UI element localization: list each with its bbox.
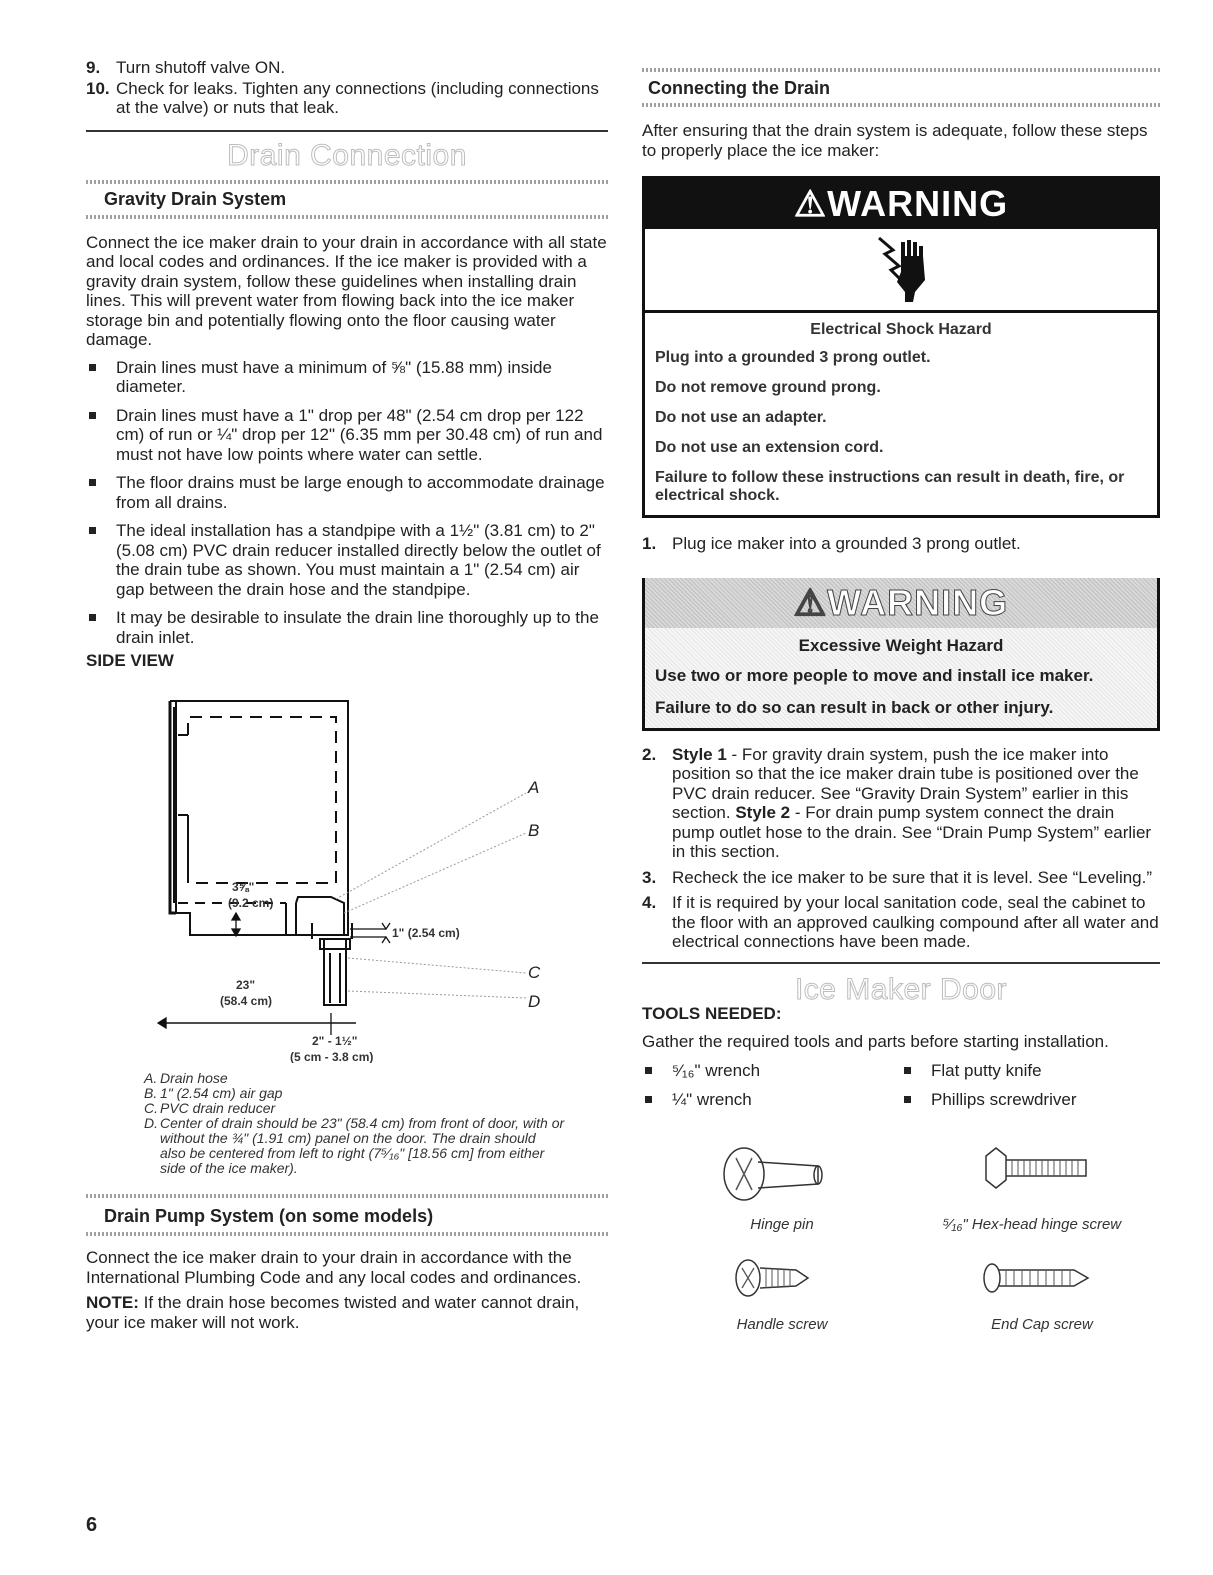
parts-illustrations bbox=[642, 1136, 1160, 1356]
left-column bbox=[86, 58, 608, 1338]
step-3 bbox=[642, 868, 1160, 888]
letter-b: B bbox=[528, 821, 540, 840]
section-title-drain-connection: Drain Connection bbox=[227, 138, 467, 172]
gravity-bullets bbox=[86, 358, 608, 648]
note-text: If the drain hose becomes twisted and water cannot drain, your ice maker will not work. bbox=[86, 1293, 580, 1332]
tools-needed-label: TOOLS NEEDED: bbox=[642, 1003, 782, 1023]
caption-b: B. 1" (2.54 cm) air gap bbox=[144, 1085, 283, 1101]
letter-a: A bbox=[528, 778, 540, 797]
side-view-label: SIDE VIEW bbox=[86, 651, 174, 670]
step-number: 4. bbox=[642, 893, 657, 912]
end-cap-screw-icon bbox=[982, 1260, 1092, 1296]
warning-body bbox=[645, 628, 1157, 728]
handle-screw-caption: Handle screw bbox=[736, 1316, 828, 1333]
tools-right bbox=[901, 1061, 1160, 1118]
step-number: 1. bbox=[642, 534, 657, 553]
warning-electrical bbox=[642, 176, 1160, 518]
step-number: 9. bbox=[86, 58, 101, 77]
warning-line: Do not use an extension cord. bbox=[655, 439, 884, 456]
letter-d: D bbox=[528, 992, 541, 1011]
right-column bbox=[642, 68, 1160, 1356]
pump-text: Connect the ice maker drain to your drain in accordance with the International Plumbing Code and any local codes and ordinances. bbox=[86, 1248, 582, 1287]
tools-left bbox=[642, 1061, 901, 1118]
step-text: If it is required by your local sanitation code, seal the cabinet to the floor with an approved caulking compound after all water and electrical connections have been made. bbox=[672, 893, 1159, 951]
connecting-drain-heading: Connecting the Drain bbox=[648, 78, 831, 98]
electric-shock-icon bbox=[871, 236, 931, 304]
caption-c: C. PVC drain reducer bbox=[144, 1100, 276, 1116]
step-10 bbox=[86, 79, 608, 118]
gravity-drain-heading: Gravity Drain System bbox=[104, 188, 287, 209]
warning-title: ⚠WARNING bbox=[645, 578, 1157, 628]
tools-intro: Gather the required tools and parts before starting installation. bbox=[642, 1031, 1109, 1051]
step-number: 3. bbox=[642, 867, 657, 887]
end-cap-screw-caption: End Cap screw bbox=[991, 1316, 1093, 1333]
dim-1-inch: 1" (2.54 cm) bbox=[392, 926, 460, 940]
dim-2-1-5: 2" - 1½" bbox=[312, 1034, 358, 1048]
hinge-pin-icon bbox=[722, 1144, 832, 1204]
divider bbox=[642, 103, 1160, 107]
divider bbox=[642, 68, 1160, 72]
list-item: Drain lines must have a 1" drop per 48" (2.54 cm drop per 122 cm) of run or ¼" drop per 12" (6.35 mm per 30.48 cm) of run and must not have low points where water can settle. bbox=[86, 406, 608, 465]
divider bbox=[86, 215, 608, 219]
step-number: 10. bbox=[86, 78, 110, 98]
list-item: It may be desirable to insulate the drain line thoroughly up to the drain inlet. bbox=[86, 608, 608, 647]
hex-screw-caption: ⁵⁄₁₆" Hex-head hinge screw bbox=[942, 1216, 1122, 1233]
step-text: Check for leaks. Tighten any connections (including connections at the valve) or nuts that leak. bbox=[116, 78, 599, 117]
list-item: ¼" wrench bbox=[642, 1090, 901, 1110]
divider bbox=[86, 1194, 608, 1198]
warning-line: Do not remove ground prong. bbox=[655, 379, 881, 396]
warning-body bbox=[645, 313, 1157, 515]
step-2 bbox=[642, 745, 1160, 862]
diagram-captions bbox=[86, 1071, 608, 1176]
step-text: Style 1 - For gravity drain system, push the ice maker into position so that the ice maker drain tube is positioned over the PVC drain reducer. See “Gravity Drain System” earlier in this section. Style 2 - For drain pump system connect the drain pump outlet hose to the drain. See “Drain Pump System” earlier in this section. bbox=[672, 744, 1152, 861]
dim-5-3-8-cm: (5 cm - 3.8 cm) bbox=[290, 1050, 374, 1063]
list-item: The ideal installation has a standpipe with a 1½" (3.81 cm) to 2" (5.08 cm) PVC drain reducer installed directly below the outlet of the drain tube as shown. You must maintain a 1" (2.54 cm) air gap between the drain hose and the standpipe. bbox=[86, 521, 608, 599]
hazard-label: Excessive Weight Hazard bbox=[798, 635, 1004, 655]
warning-line: Failure to follow these instructions can result in death, fire, or electrical shock. bbox=[655, 469, 1125, 504]
section-title-ice-maker-door: Ice Maker Door bbox=[794, 972, 1008, 1006]
warning-title: ⚠WARNING bbox=[645, 179, 1157, 229]
step-number: 2. bbox=[642, 744, 657, 764]
step-9 bbox=[86, 58, 608, 78]
list-item: The floor drains must be large enough to accommodate drainage from all drains. bbox=[86, 473, 608, 512]
note-label: NOTE: bbox=[86, 1293, 139, 1312]
warning-weight bbox=[642, 578, 1160, 731]
hex-screw-icon bbox=[982, 1144, 1092, 1194]
gravity-intro: Connect the ice maker drain to your drain in accordance with all state and local codes and ordinances. If the ice maker is provided with a gravity drain system, follow these guidelines when installing drain lines. This will prevent water from flowing back into the ice maker storage bin and potentially flowing onto the floor causing water damage. bbox=[86, 232, 607, 349]
step-text: Turn shutoff valve ON. bbox=[116, 58, 286, 77]
handle-screw-icon bbox=[734, 1256, 814, 1300]
warning-line: Use two or more people to move and install ice maker. bbox=[655, 665, 1094, 685]
dim-23: 23" bbox=[236, 978, 256, 992]
hinge-pin-caption: Hinge pin bbox=[750, 1216, 814, 1233]
list-item: Flat putty knife bbox=[901, 1061, 1160, 1081]
divider bbox=[642, 962, 1160, 964]
letter-c: C bbox=[528, 963, 541, 982]
shock-icon bbox=[645, 229, 1157, 313]
dim-58-4-cm: (58.4 cm) bbox=[220, 994, 273, 1008]
hazard-label: Electrical Shock Hazard bbox=[810, 321, 992, 338]
page-number: 6 bbox=[86, 1514, 98, 1536]
divider bbox=[86, 1232, 608, 1236]
warning-line: Plug into a grounded 3 prong outlet. bbox=[655, 349, 931, 366]
caption-d: D. Center of drain should be 23" (58.4 cm) from front of door, with or without the ¾" (1.91 cm) panel on the door. The drain should also be centered from left to right (7⁵⁄₁₆" [18.56 cm] from either side of the ice maker). bbox=[144, 1115, 565, 1176]
warning-line: Do not use an adapter. bbox=[655, 409, 827, 426]
list-item: ⁵⁄₁₆" wrench bbox=[642, 1061, 901, 1081]
step-text: Plug ice maker into a grounded 3 prong outlet. bbox=[672, 534, 1021, 553]
connecting-intro: After ensuring that the drain system is adequate, follow these steps to properly place the ice maker: bbox=[642, 121, 1148, 160]
dim-3-5-8: 3⅝" bbox=[232, 880, 255, 894]
dim-9-2-cm: (9.2 cm) bbox=[228, 896, 274, 910]
divider bbox=[86, 130, 608, 132]
caption-a: A. Drain hose bbox=[144, 1070, 228, 1086]
step-4 bbox=[642, 893, 1160, 952]
list-item: Drain lines must have a minimum of ⅝" (15.88 mm) inside diameter. bbox=[86, 358, 608, 397]
divider bbox=[86, 180, 608, 184]
list-item: Phillips screwdriver bbox=[901, 1090, 1160, 1110]
warning-line: Failure to do so can result in back or other injury. bbox=[655, 697, 1054, 717]
tools-list bbox=[642, 1061, 1160, 1118]
side-view-diagram bbox=[86, 673, 606, 1063]
pump-note bbox=[86, 1293, 608, 1332]
step-1 bbox=[642, 534, 1160, 554]
drain-pump-heading: Drain Pump System (on some models) bbox=[104, 1206, 434, 1226]
step-text: Recheck the ice maker to be sure that it is level. See “Leveling.” bbox=[672, 867, 1153, 887]
